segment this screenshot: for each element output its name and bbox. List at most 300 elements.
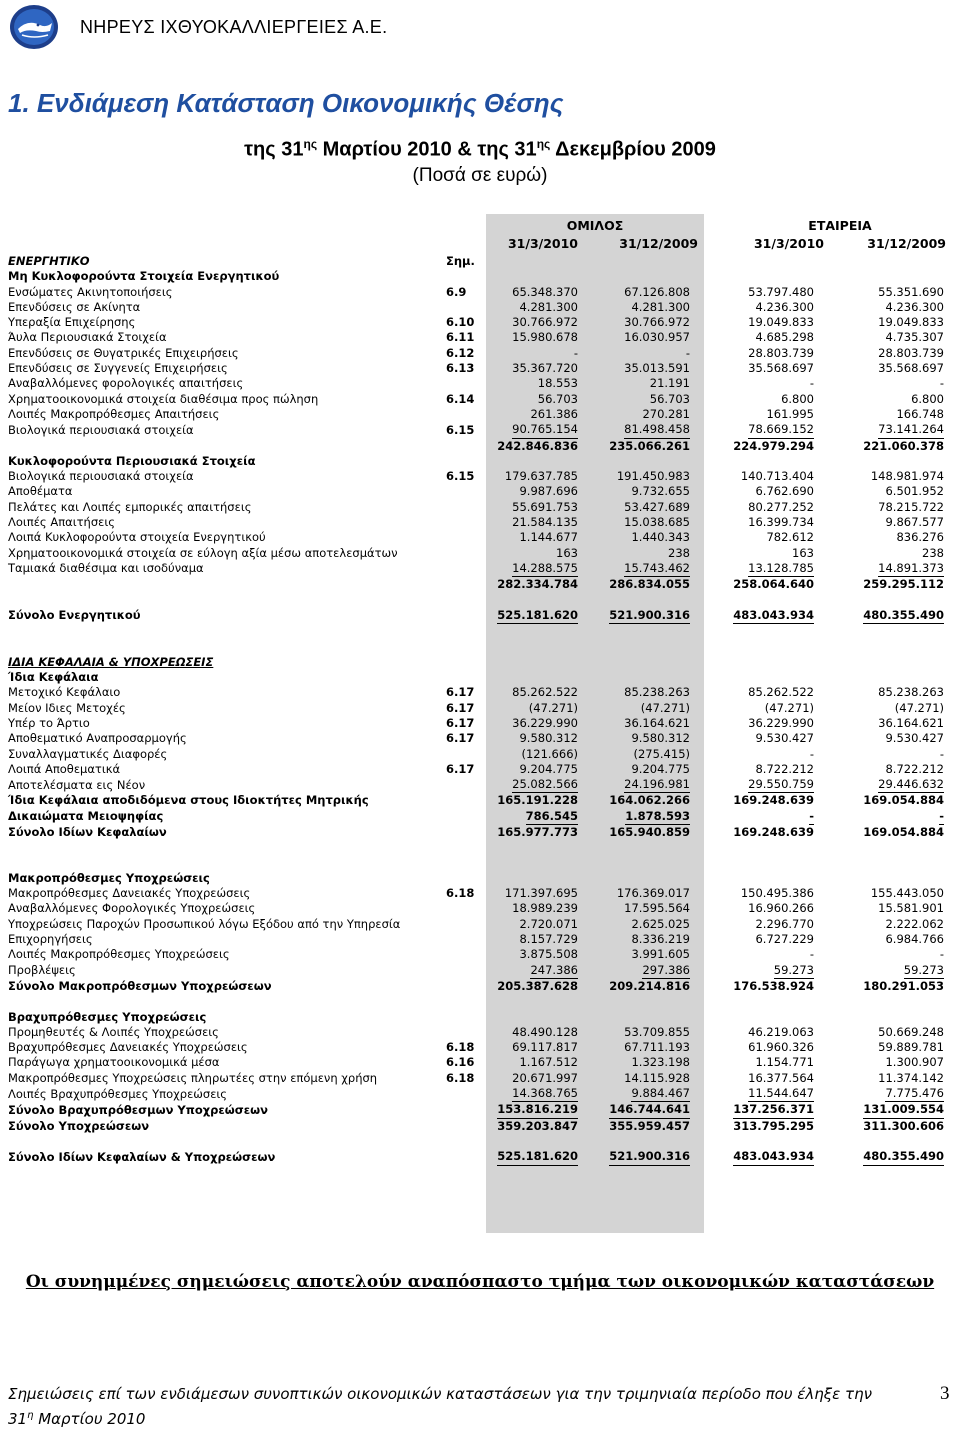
value-text: 209.214.816 [609, 978, 690, 993]
value-cell [486, 809, 578, 825]
row-label: Επιχορηγήσεις [8, 932, 93, 947]
value-text: 11.544.647 [748, 1086, 814, 1102]
value-text: 15.581.901 [878, 901, 944, 916]
row-label: Κυκλοφορούντα Περιουσιακά Στοιχεία [8, 453, 256, 468]
note-ref [446, 439, 486, 454]
value-cell [578, 624, 690, 639]
row-gutter [944, 963, 960, 979]
row-label: Ίδια Κεφάλαια αποδιδόμενα στους Ιδιοκτήτες Μητρικής [8, 793, 369, 808]
row-gutter [944, 793, 960, 808]
value-cell [690, 469, 820, 484]
value-cell [578, 546, 690, 561]
value-cell [820, 979, 944, 994]
note-ref [446, 793, 486, 808]
value-cell [690, 901, 820, 916]
value-text: 18.553 [537, 376, 578, 391]
value-text: 61.960.326 [748, 1040, 814, 1055]
value-text: 20.671.997 [512, 1070, 578, 1085]
note-ref [446, 577, 486, 592]
value-cell [486, 500, 578, 515]
value-text: 169.054.884 [863, 793, 944, 808]
row-gutter [944, 593, 960, 608]
value-text: 2.625.025 [631, 916, 690, 931]
value-cell [578, 762, 690, 777]
value-cell [578, 963, 690, 979]
value-text: 180.291.053 [863, 978, 944, 993]
table-row [0, 285, 960, 300]
value-cell [820, 515, 944, 530]
value-text: 55.351.690 [878, 284, 944, 299]
row-label: Αναβαλλόμενες φορολογικές απαιτήσεις [8, 376, 244, 391]
value-cell [690, 624, 820, 639]
value-text: 85.262.522 [748, 685, 814, 700]
value-cell [820, 300, 944, 315]
note-ref [446, 856, 486, 871]
note-ref: Σημ. [446, 254, 475, 268]
spacer-row [0, 856, 960, 871]
value-cell [578, 608, 690, 624]
value-cell [486, 670, 578, 685]
value-text: 483.043.934 [733, 1149, 814, 1165]
value-cell [486, 1040, 578, 1055]
value-cell [820, 1071, 944, 1086]
row-label: Βιολογικά περιουσιακά στοιχεία [8, 422, 194, 437]
value-text: 6.762.690 [755, 484, 814, 499]
value-cell [690, 500, 820, 515]
value-text: 35.013.591 [624, 361, 690, 376]
value-cell [578, 871, 690, 886]
value-cell [820, 1025, 944, 1040]
row-label: Αποθεματικό Αναπροσαρμογής [8, 731, 187, 746]
row-label: Μακροπρόθεσμες Υποχρεώσεις πληρωτέες στην επόμενη χρήση [8, 1070, 378, 1085]
row-gutter [944, 330, 960, 345]
value-cell [486, 963, 578, 979]
value-cell [690, 886, 820, 901]
value-cell [578, 376, 690, 391]
value-text: 525.181.620 [497, 608, 578, 624]
value-cell [690, 1025, 820, 1040]
table-row [0, 762, 960, 777]
value-cell [690, 392, 820, 407]
value-cell [820, 871, 944, 886]
value-cell [690, 285, 820, 300]
row-label: Πελάτες και Λοιπές εμπορικές απαιτήσεις [8, 499, 252, 514]
value-cell [690, 1010, 820, 1025]
value-cell [486, 1071, 578, 1086]
note-ref [446, 1025, 486, 1040]
value-text: 191.450.983 [616, 469, 690, 484]
table-row [0, 315, 960, 330]
row-label: Υπεραξία Επιχείρησης [8, 315, 136, 330]
row-label: Μη Κυκλοφορούντα Στοιχεία Ενεργητικού [8, 269, 280, 284]
value-text: 25.082.566 [512, 777, 578, 793]
row-gutter [944, 886, 960, 901]
row-gutter [944, 285, 960, 300]
value-text: - [939, 947, 944, 962]
note-ref [446, 871, 486, 886]
value-cell [578, 361, 690, 376]
note-ref [446, 932, 486, 947]
value-cell [820, 947, 944, 962]
value-cell [820, 1086, 944, 1102]
value-text: 15.743.462 [624, 561, 690, 577]
row-label: Μετοχικό Κεφάλαιο [8, 685, 121, 700]
value-cell [820, 624, 944, 639]
value-cell [486, 901, 578, 916]
value-cell [578, 392, 690, 407]
value-cell [690, 361, 820, 376]
value-cell [820, 285, 944, 300]
value-cell [486, 300, 578, 315]
value-cell [486, 1010, 578, 1025]
value-text: 9.732.655 [631, 484, 690, 499]
statement-title: 1. Ενδιάμεση Κατάσταση Οικονομικής Θέσης [8, 88, 564, 118]
value-cell [486, 932, 578, 947]
value-text: 14.115.928 [624, 1070, 690, 1085]
value-text: 15.038.685 [624, 515, 690, 530]
value-cell [486, 685, 578, 700]
row-label: Σύνολο Ενεργητικού [8, 608, 141, 623]
value-text: 1.154.771 [755, 1055, 814, 1070]
row-gutter [944, 655, 960, 670]
value-text: 169.054.884 [863, 824, 944, 839]
value-cell [578, 269, 690, 284]
value-text: 176.538.924 [733, 978, 814, 993]
value-cell [578, 840, 690, 855]
table-row [0, 1040, 960, 1055]
row-label: Δικαιώματα Μειοψηφίας [8, 809, 164, 824]
value-cell [578, 917, 690, 932]
value-cell [690, 777, 820, 793]
table-row [0, 530, 960, 545]
row-gutter [944, 254, 960, 269]
value-text: - [809, 376, 814, 391]
value-text: 8.336.219 [631, 932, 690, 947]
note-ref: 6.17 [446, 731, 475, 746]
row-label: Χρηματοοικονομικά στοιχεία σε εύλογη αξία μέσω αποτελεσμάτων [8, 545, 398, 560]
row-label: Αποθέματα [8, 484, 73, 499]
value-text: 8.157.729 [519, 932, 578, 947]
value-cell [486, 530, 578, 545]
table-row [0, 577, 960, 592]
value-cell [486, 947, 578, 962]
table-row [0, 825, 960, 840]
value-cell [486, 593, 578, 608]
row-label: Επενδύσεις σε Συγγενείς Επιχειρήσεις [8, 361, 228, 376]
value-text: 35.568.697 [878, 361, 944, 376]
value-cell [486, 762, 578, 777]
row-gutter [944, 917, 960, 932]
value-text: 238 [668, 545, 690, 560]
value-text: 165.977.773 [497, 824, 578, 839]
row-gutter [944, 300, 960, 315]
value-cell [578, 515, 690, 530]
value-text: 313.795.295 [733, 1118, 814, 1133]
value-cell [486, 979, 578, 994]
value-text: 247.386 [530, 963, 578, 979]
value-text: 270.281 [642, 406, 690, 421]
value-cell [820, 670, 944, 685]
value-cell [820, 561, 944, 577]
note-ref [446, 1102, 486, 1118]
value-cell [486, 655, 578, 670]
value-text: - [809, 809, 814, 825]
row-label: Βραχυπρόθεσμες Δανειακές Υποχρεώσεις [8, 1040, 248, 1055]
row-label: Σύνολο Ιδίων Κεφαλαίων & Υποχρεώσεων [8, 1149, 276, 1164]
value-text: 153.816.219 [497, 1102, 578, 1118]
note-ref [446, 515, 486, 530]
value-cell [486, 439, 578, 454]
value-text: 55.691.753 [512, 499, 578, 514]
value-text: 4.685.298 [755, 330, 814, 345]
value-cell [820, 530, 944, 545]
row-label [0, 577, 446, 592]
value-cell [820, 439, 944, 454]
value-cell [690, 346, 820, 361]
value-cell [820, 747, 944, 762]
value-text: 131.009.554 [863, 1102, 944, 1118]
value-cell [578, 655, 690, 670]
value-cell [690, 577, 820, 592]
note-ref [446, 777, 486, 793]
note-ref: 6.18 [446, 1070, 475, 1085]
table-row [0, 901, 960, 916]
value-cell [486, 701, 578, 716]
value-cell [578, 716, 690, 731]
row-label: Επενδύσεις σε Θυγατρικές Επιχειρήσεις [8, 345, 239, 360]
value-cell [690, 269, 820, 284]
spacer-row [0, 840, 960, 855]
value-text: 81.498.458 [624, 422, 690, 438]
value-cell [486, 454, 578, 469]
row-gutter [944, 670, 960, 685]
value-cell [690, 731, 820, 746]
note-ref: 6.14 [446, 391, 475, 406]
value-text: 50.669.248 [878, 1024, 944, 1039]
row-label: Μακροπρόθεσμες Υποχρεώσεις [8, 870, 210, 885]
row-label: Υποχρεώσεις Παροχών Προσωπικού λόγω Εξόδου από την Υπηρεσία [8, 916, 401, 931]
row-gutter [944, 825, 960, 840]
value-cell [578, 1040, 690, 1055]
note-ref [446, 500, 486, 515]
value-text: 6.501.952 [885, 484, 944, 499]
value-cell [486, 1149, 578, 1165]
value-cell [820, 361, 944, 376]
value-cell [820, 500, 944, 515]
value-text: 15.980.678 [512, 330, 578, 345]
value-text: 8.722.212 [755, 761, 814, 776]
table-row [0, 361, 960, 376]
note-ref [446, 624, 486, 639]
value-text: 355.959.457 [609, 1118, 690, 1133]
value-cell [486, 469, 578, 484]
value-cell [690, 300, 820, 315]
table-row [0, 1010, 960, 1025]
value-text: 16.960.266 [748, 901, 814, 916]
row-label: Ίδια Κεφάλαια [8, 670, 99, 685]
note-ref: 6.17 [446, 761, 475, 776]
value-text: 480.355.490 [863, 1149, 944, 1165]
value-cell [690, 979, 820, 994]
note-ref [446, 1086, 486, 1102]
value-text: 18.989.239 [512, 901, 578, 916]
row-gutter [944, 407, 960, 422]
value-text: 9.530.427 [755, 731, 814, 746]
row-gutter [944, 577, 960, 592]
value-cell [486, 856, 578, 871]
value-text: 1.144.677 [519, 530, 578, 545]
value-cell [820, 484, 944, 499]
value-text: 6.727.229 [755, 932, 814, 947]
value-text: 11.374.142 [878, 1070, 944, 1085]
currency-note: (Ποσά σε ευρώ) [412, 165, 548, 186]
row-gutter [944, 701, 960, 716]
value-cell [690, 1040, 820, 1055]
value-text: 78.215.722 [878, 499, 944, 514]
value-cell [690, 793, 820, 808]
value-text: 521.900.316 [609, 1149, 690, 1165]
note-ref [446, 979, 486, 994]
value-text: 36.229.990 [748, 715, 814, 730]
value-text: 1.300.907 [885, 1055, 944, 1070]
value-text: 1.440.343 [631, 530, 690, 545]
value-cell [690, 1119, 820, 1134]
value-text: 48.490.128 [512, 1024, 578, 1039]
value-cell [820, 1040, 944, 1055]
note-ref: 6.13 [446, 361, 475, 376]
value-text: 179.637.785 [504, 469, 578, 484]
table-row [0, 777, 960, 793]
row-label: Σύνολο Μακροπρόθεσμων Υποχρεώσεων [8, 978, 272, 993]
table-row [0, 561, 960, 577]
note-ref [446, 608, 486, 624]
value-text: 163 [556, 545, 578, 560]
note-ref [446, 454, 486, 469]
row-gutter [944, 856, 960, 871]
value-text: 29.446.632 [878, 777, 944, 793]
table-row [0, 254, 960, 269]
note-ref [446, 593, 486, 608]
value-text: 221.060.378 [863, 438, 944, 453]
value-cell [578, 947, 690, 962]
value-cell [578, 1086, 690, 1102]
row-gutter [944, 777, 960, 793]
row-gutter [944, 871, 960, 886]
note-ref [446, 407, 486, 422]
table-row [0, 701, 960, 716]
row-gutter [944, 685, 960, 700]
value-text: 161.995 [766, 406, 814, 421]
value-cell [820, 1010, 944, 1025]
value-cell [578, 979, 690, 994]
value-text: 53.709.855 [624, 1024, 690, 1039]
statement-subtitle: της $31^{\eta\varsigma}$ Μαρτίου 2010 & της $31^{\eta\varsigma}$ Δεκεμβρίου 2009 [244, 137, 716, 161]
row-gutter [944, 1086, 960, 1102]
note-ref [446, 1134, 486, 1149]
note-ref: 6.16 [446, 1055, 475, 1070]
value-text: (47.271) [764, 700, 814, 715]
row-label: Λοιπά Κυκλοφορούντα στοιχεία Ενεργητικού [8, 530, 266, 545]
note-ref: 6.10 [446, 315, 475, 330]
value-text: 19.049.833 [748, 315, 814, 330]
value-text: - [809, 746, 814, 761]
value-cell [486, 315, 578, 330]
value-cell [486, 285, 578, 300]
value-cell [690, 254, 820, 269]
row-label: Αποτελέσματα εις Νέον [8, 777, 146, 792]
row-label: Μακροπρόθεσμες Δανειακές Υποχρεώσεις [8, 886, 251, 901]
value-text: 242.846.836 [497, 438, 578, 453]
value-cell [820, 655, 944, 670]
value-text: 525.181.620 [497, 1149, 578, 1165]
value-cell [820, 608, 944, 624]
table-row [0, 655, 960, 670]
value-cell [578, 1102, 690, 1118]
table-row [0, 1086, 960, 1102]
row-gutter [944, 1040, 960, 1055]
note-ref [446, 655, 486, 670]
note-ref: 6.15 [446, 422, 475, 437]
value-cell [690, 856, 820, 871]
value-cell [578, 422, 690, 438]
value-cell [578, 407, 690, 422]
value-text: 53.427.689 [624, 499, 690, 514]
table-row [0, 515, 960, 530]
row-label: Προμηθευτές & Λοιπές Υποχρεώσεις [8, 1024, 219, 1039]
value-cell [690, 747, 820, 762]
value-text: 59.273 [904, 963, 944, 979]
value-text: 176.369.017 [616, 886, 690, 901]
value-text: 166.748 [896, 406, 944, 421]
value-text: 150.495.386 [740, 886, 814, 901]
value-cell [578, 439, 690, 454]
value-cell [690, 593, 820, 608]
value-text: - [939, 376, 944, 391]
row-label: Ενσώματες Ακινητοποιήσεις [8, 284, 173, 299]
table-row [0, 422, 960, 438]
value-text: 169.248.639 [733, 793, 814, 808]
note-ref [446, 840, 486, 855]
value-text: 148.981.974 [870, 469, 944, 484]
value-text: 786.545 [526, 809, 578, 825]
value-cell [690, 655, 820, 670]
row-label [0, 639, 446, 654]
value-text: 4.281.300 [519, 299, 578, 314]
row-gutter [944, 546, 960, 561]
value-cell [578, 1119, 690, 1134]
value-text: (121.666) [521, 746, 578, 761]
value-cell [690, 330, 820, 345]
table-row [0, 871, 960, 886]
row-gutter [944, 731, 960, 746]
value-cell [820, 346, 944, 361]
value-text: - [685, 345, 690, 360]
value-text: 238 [922, 545, 944, 560]
row-label: Συναλλαγματικές Διαφορές [8, 746, 168, 761]
row-label [0, 1134, 446, 1149]
table-row [0, 716, 960, 731]
value-cell [690, 407, 820, 422]
row-label: Βιολογικά περιουσιακά στοιχεία [8, 469, 194, 484]
row-gutter [944, 809, 960, 825]
table-row [0, 793, 960, 808]
row-label [0, 593, 446, 608]
value-cell [578, 1055, 690, 1070]
value-text: 140.713.404 [740, 469, 814, 484]
value-cell [486, 392, 578, 407]
value-cell [690, 484, 820, 499]
value-text: - [809, 947, 814, 962]
